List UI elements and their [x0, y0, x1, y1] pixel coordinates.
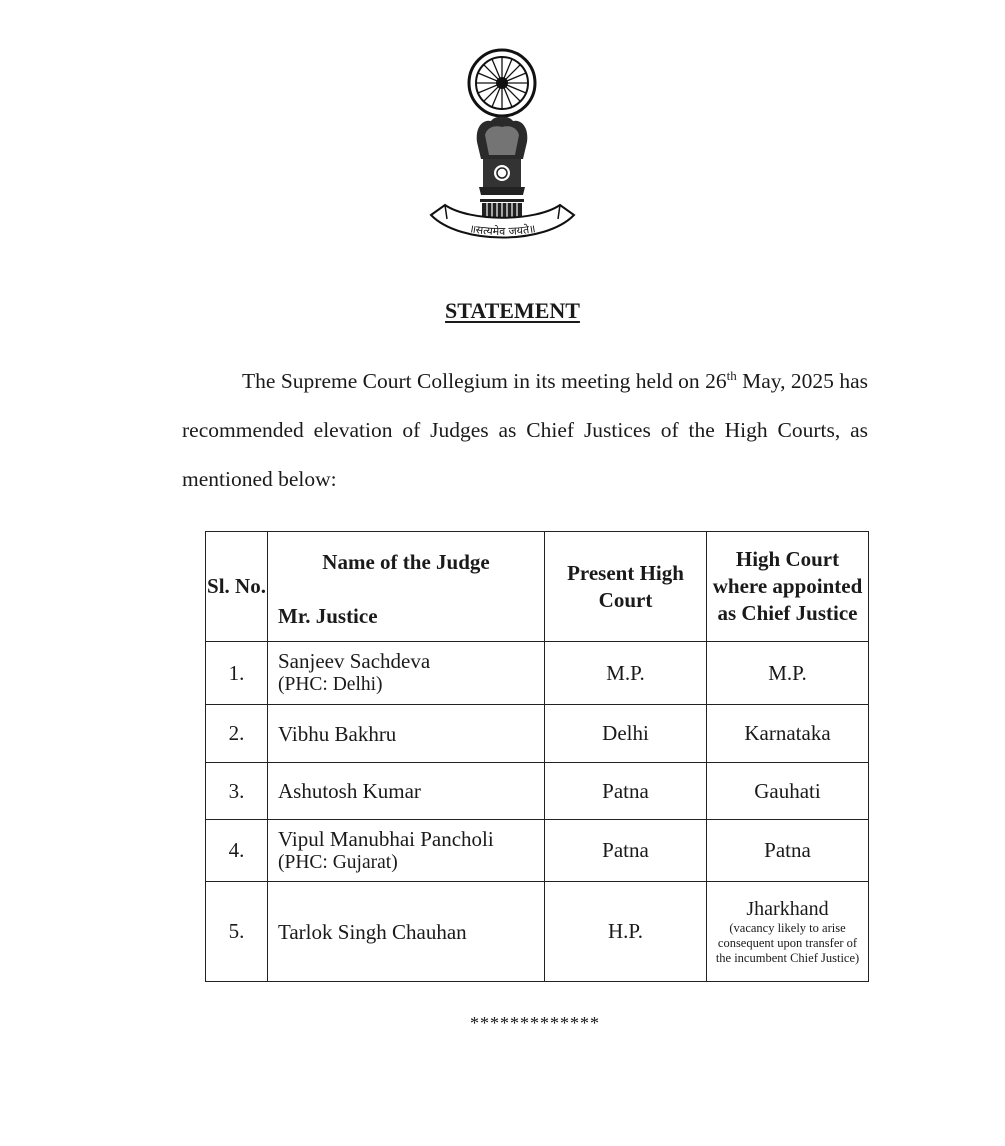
header-name-bottom: Mr. Justice [278, 604, 378, 628]
judges-table [205, 531, 869, 982]
row-appointed-court: Karnataka [707, 705, 869, 763]
row-sl: 3. [206, 763, 268, 820]
row-judge-name: Tarlok Singh Chauhan [268, 882, 545, 982]
table-row [206, 763, 869, 820]
row-present-court: Delhi [545, 705, 707, 763]
row-judge-name [268, 820, 545, 882]
row-judge-name: Ashutosh Kumar [268, 763, 545, 820]
row-appointed-court: Gauhati [707, 763, 869, 820]
appointed-court-name: Jharkhand [746, 898, 829, 920]
row-judge-name: Vibhu Bakhru [268, 705, 545, 763]
statement-paragraph [182, 357, 868, 504]
judge-phc: (PHC: Gujarat) [278, 851, 398, 873]
table-row [206, 705, 869, 763]
paragraph-text-1: The Supreme Court Collegium in its meeting held on 26 [242, 369, 727, 393]
supreme-court-emblem [425, 47, 580, 247]
table-row [206, 820, 869, 882]
header-name-top: Name of the Judge [322, 550, 490, 574]
emblem-motto: ॥सत्यमेव जयते॥ [468, 222, 537, 239]
row-sl: 5. [206, 882, 268, 982]
table-header-row [206, 532, 869, 642]
table-row [206, 642, 869, 705]
svg-text:॥सत्यमेव जयते॥ [468, 222, 536, 238]
header-present-court: Present High Court [545, 532, 707, 642]
row-sl: 4. [206, 820, 268, 882]
row-present-court: M.P. [545, 642, 707, 705]
judge-phc: (PHC: Delhi) [278, 674, 383, 695]
paragraph-text-2: May, 2025 has recommended elevation of Judges as Chief Justices of the High Courts, as mentioned below: [182, 369, 868, 491]
footer-separator: ************* [470, 1013, 600, 1033]
header-name [268, 532, 545, 642]
row-present-court: Patna [545, 820, 707, 882]
row-sl: 1. [206, 642, 268, 705]
header-appointed-court: High Court where appointed as Chief Justice [707, 532, 869, 642]
row-sl: 2. [206, 705, 268, 763]
header-sl-no: Sl. No. [206, 532, 268, 642]
table-row [206, 882, 869, 982]
row-appointed-court [707, 882, 869, 982]
paragraph-superscript: th [726, 367, 737, 383]
page-title: STATEMENT [445, 298, 580, 323]
row-appointed-court: M.P. [707, 642, 869, 705]
row-present-court: H.P. [545, 882, 707, 982]
vacancy-note: (vacancy likely to arise consequent upon transfer of the incumbent Chief Justice) [715, 921, 860, 965]
row-appointed-court: Patna [707, 820, 869, 882]
row-judge-name [268, 642, 545, 705]
judge-name: Vipul Manubhai Pancholi [278, 826, 494, 851]
row-present-court: Patna [545, 763, 707, 820]
judge-name: Sanjeev Sachdeva [278, 649, 431, 673]
